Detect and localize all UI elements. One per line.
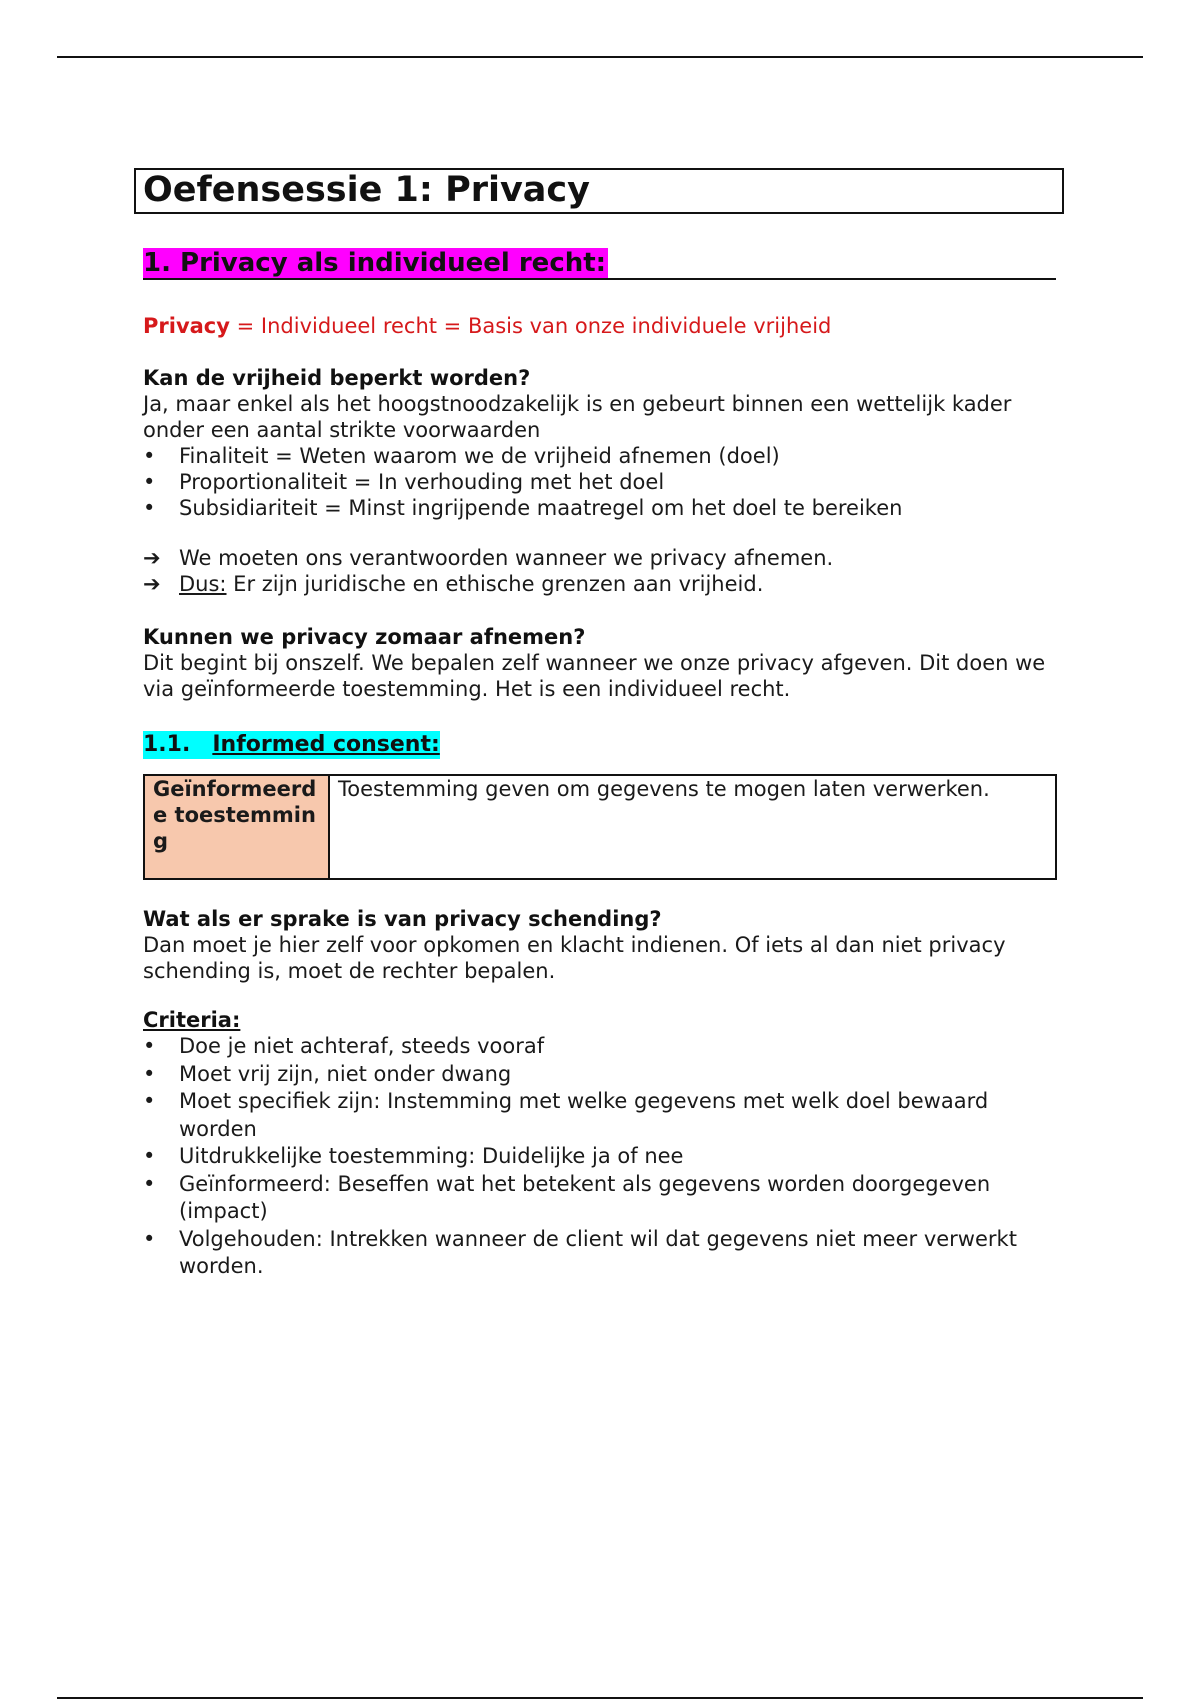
list-item: • Moet specifiek zijn: Instemming met welke gegevens met welk doel bewaard worden: [143, 1089, 989, 1141]
conditions-list: [143, 443, 1056, 521]
header-rule: [57, 56, 1143, 58]
question-3-block: [143, 906, 1056, 984]
criteria-heading: Criteria:: [143, 1008, 241, 1032]
list-item: • Uitdrukkelijke toestemming: Duidelijke ja of nee: [143, 1143, 1056, 1171]
bullet-icon: •: [143, 1144, 156, 1168]
question-2: Kunnen we privacy zomaar afnemen?: [143, 625, 586, 649]
question-3: Wat als er sprake is van privacy schending?: [143, 907, 662, 931]
section-1-heading: 1. Privacy als individueel recht:: [143, 248, 607, 278]
bullet-icon: •: [143, 1226, 156, 1251]
section-1-1-heading: [143, 731, 440, 759]
privacy-term: Privacy: [143, 314, 230, 338]
answer-2: Dit begint bij onszelf. We bepalen zelf wanneer we onze privacy afgeven. Dit doen we via geïnformeerde toestemming. Het is een individueel recht.: [143, 651, 1046, 701]
list-item: • Doe je niet achteraf, steeds vooraf: [143, 1033, 1056, 1061]
arrow-right-icon: ➔: [143, 572, 161, 596]
bullet-icon: •: [143, 444, 156, 468]
definition-table: [143, 774, 1057, 880]
question-1: Kan de vrijheid beperkt worden?: [143, 366, 531, 390]
arrow-note-2: ➔ Dus: Er zijn juridische en ethische grenzen aan vrijheid.: [143, 572, 764, 596]
section-1-1-label: Informed consent:: [212, 732, 440, 757]
list-item: • Proportionaliteit = In verhouding met het doel: [143, 470, 665, 494]
section-1-1-number: 1.1.: [143, 732, 191, 757]
section-1-1-heading-row: [143, 731, 1056, 759]
definition-text-cell: Toestemming geven om gegevens te mogen laten verwerken.: [338, 777, 990, 801]
footer-rule: [57, 1697, 1143, 1699]
list-item: • Finaliteit = Weten waarom we de vrijheid afnemen (doel): [143, 444, 780, 468]
bullet-icon: •: [143, 1061, 156, 1086]
bullet-icon: •: [143, 1089, 156, 1113]
answer-3: Dan moet je hier zelf voor opkomen en klacht indienen. Of iets al dan niet privacy schending is, moet de rechter bepalen.: [143, 933, 1006, 983]
list-item: • Volgehouden: Intrekken wanneer de client wil dat gegevens niet meer verwerkt worden.: [143, 1226, 1017, 1278]
privacy-definition: [143, 313, 1056, 339]
arrow-right-icon: ➔: [143, 546, 161, 570]
criteria-list: [143, 1033, 1056, 1281]
criteria-block: [143, 1007, 1056, 1281]
section-1-heading-row: [143, 248, 1056, 280]
arrow-note-1: ➔ We moeten ons verantwoorden wanneer we privacy afnemen.: [143, 546, 834, 570]
answer-1: Ja, maar enkel als het hoogstnoodzakelijk is en gebeurt binnen een wettelijk kader onder een aantal strikte voorwaarden: [143, 392, 1012, 442]
definition-term-cell: Geïnformeerde toestemming: [145, 776, 330, 878]
question-2-block: [143, 624, 1056, 702]
arrow-notes: [143, 545, 1056, 597]
list-item: • Subsidiariteit = Minst ingrijpende maatregel om het doel te bereiken: [143, 496, 903, 520]
dus-label: Dus:: [179, 572, 227, 596]
bullet-icon: •: [143, 1171, 156, 1196]
page-title: Oefensessie 1: Privacy: [143, 170, 590, 210]
bullet-icon: •: [143, 1034, 156, 1058]
list-item: • Geïnformeerd: Beseffen wat het betekent als gegevens worden doorgegeven (impact): [143, 1171, 991, 1223]
question-1-block: [143, 365, 1056, 521]
list-item: • Moet vrij zijn, niet onder dwang: [143, 1061, 1056, 1089]
bullet-icon: •: [143, 470, 156, 494]
bullet-icon: •: [143, 496, 156, 520]
privacy-definition-text: = Individueel recht = Basis van onze individuele vrijheid: [229, 314, 832, 338]
